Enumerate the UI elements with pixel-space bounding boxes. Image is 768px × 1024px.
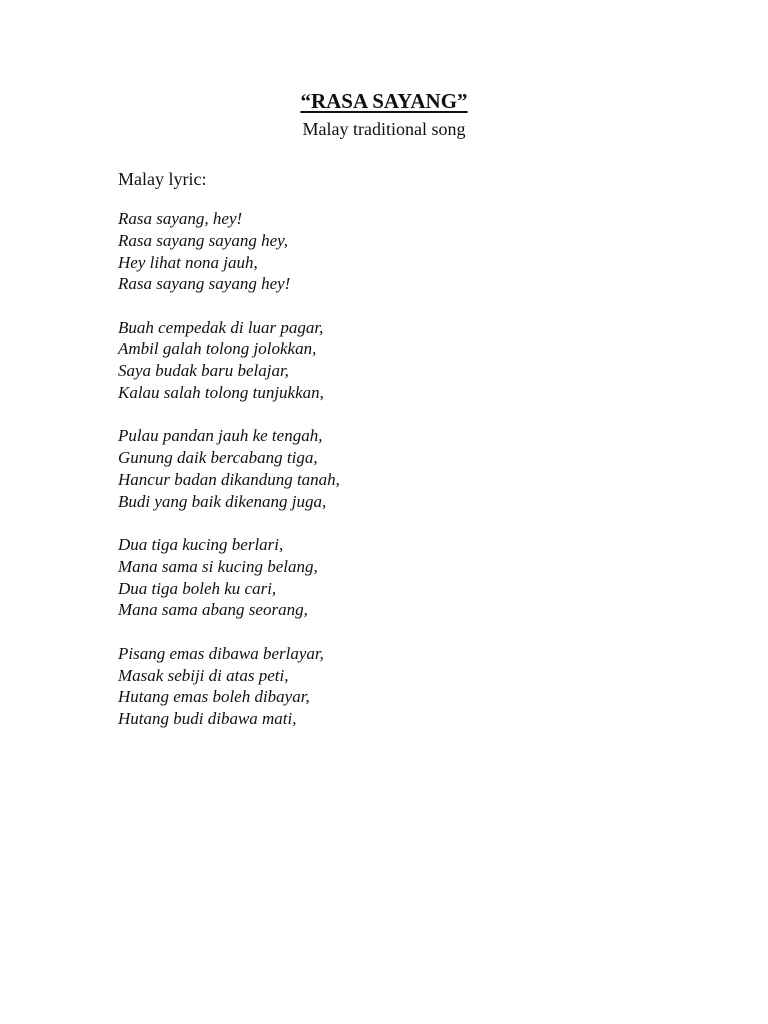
stanza-2 xyxy=(118,317,678,404)
lyric-line: Ambil galah tolong jolokkan, xyxy=(118,339,317,359)
lyric-line: Hancur badan dikandung tanah, xyxy=(118,469,340,489)
lyric-line: Rasa sayang sayang hey! xyxy=(118,274,291,294)
lyric-line: Hey lihat nona jauh, xyxy=(118,252,258,272)
lyric-line: Hutang emas boleh dibayar, xyxy=(118,687,310,707)
lyric-section-label: Malay lyric: xyxy=(118,169,207,189)
lyrics-body xyxy=(118,208,678,751)
lyric-line: Pisang emas dibawa berlayar, xyxy=(118,643,324,663)
lyric-line: Dua tiga kucing berlari, xyxy=(118,535,284,555)
lyric-line: Masak sebiji di atas peti, xyxy=(118,665,289,685)
lyric-line: Hutang budi dibawa mati, xyxy=(118,709,297,729)
stanza-1 xyxy=(118,208,678,295)
stanza-4 xyxy=(118,534,678,621)
stanza-3 xyxy=(118,425,678,512)
lyric-line: Mana sama si kucing belang, xyxy=(118,556,318,576)
lyric-line: Gunung daik bercabang tiga, xyxy=(118,448,318,468)
lyric-line: Saya budak baru belajar, xyxy=(118,361,289,381)
lyric-line: Kalau salah tolong tunjukkan, xyxy=(118,383,324,403)
lyric-line: Pulau pandan jauh ke tengah, xyxy=(118,426,323,446)
lyric-line: Dua tiga boleh ku cari, xyxy=(118,578,277,598)
lyric-line: Mana sama abang seorang, xyxy=(118,600,308,620)
stanza-5 xyxy=(118,643,678,730)
song-title xyxy=(0,88,768,114)
lyric-line: Budi yang baik dikenang juga, xyxy=(118,491,327,511)
lyric-line: Buah cempedak di luar pagar, xyxy=(118,317,324,337)
lyric-line: Rasa sayang sayang hey, xyxy=(118,230,288,250)
lyric-line: Rasa sayang, hey! xyxy=(118,209,243,228)
song-subtitle: Malay traditional song xyxy=(302,119,466,139)
song-title-text: “RASA SAYANG” xyxy=(300,89,468,113)
